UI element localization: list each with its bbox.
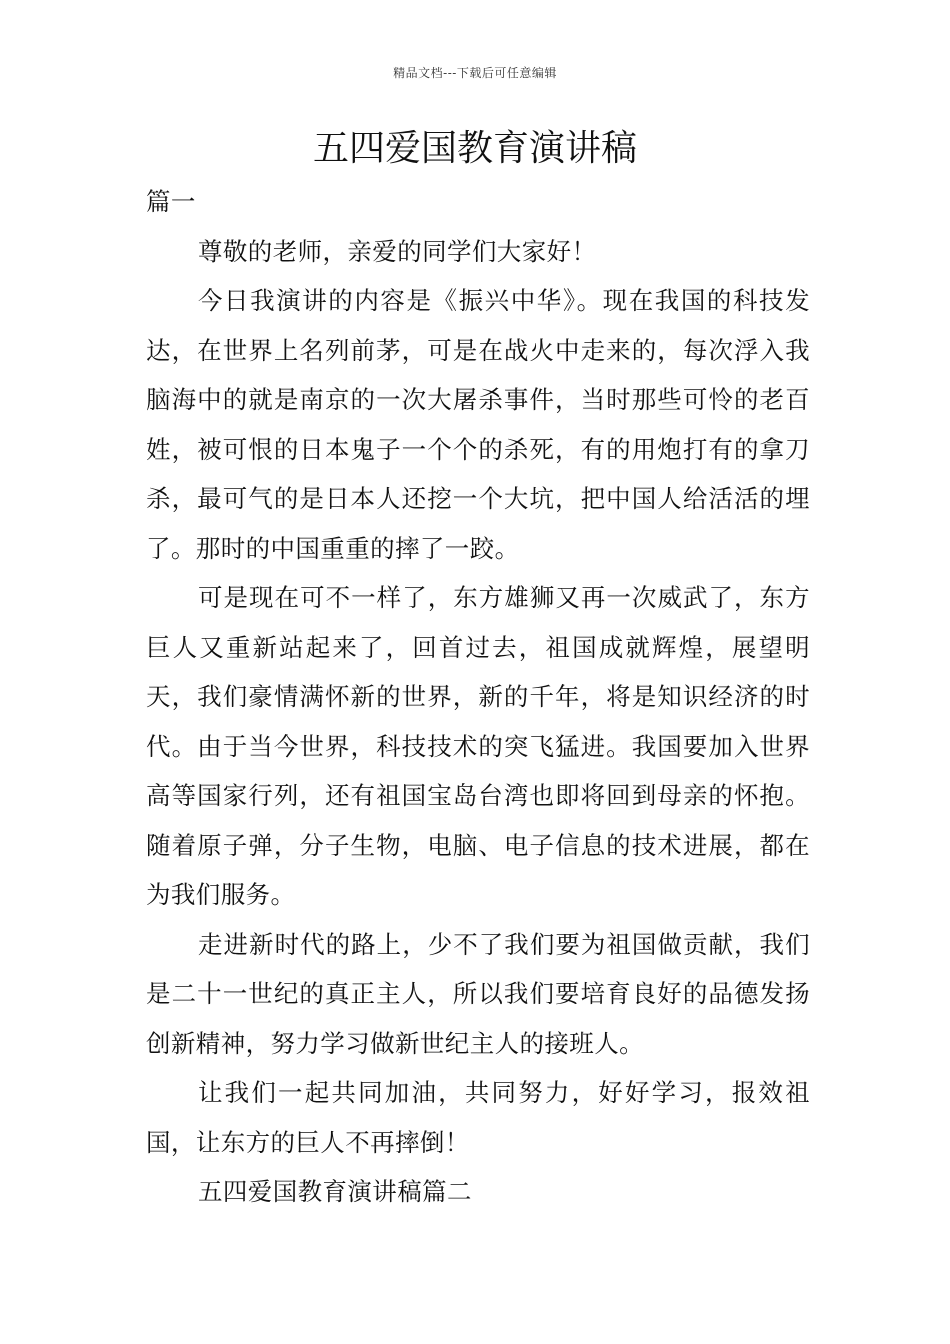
paragraph-1: 今日我演讲的内容是《振兴中华》。现在我国的科技发达，在世界上名列前茅，可是在战火中走来的，每次浮入我脑海中的就是南京的一次大屠杀事件，当时那些可怜的老百姓，被可恨的日本鬼子一个个的杀死，有的用炮打有的拿刀杀，最可气的是日本人还挖一个大坑，把中国人给活活的埋了。那时的中国重重的摔了一跤。 [146, 286, 810, 563]
paragraph-4: 让我们一起共同加油，共同努力，好好学习，报效祖国，让东方的巨人不再摔倒！ [146, 1078, 810, 1157]
section-label: 篇一 [146, 187, 196, 216]
next-section-heading: 五四爱国教育演讲稿篇二 [198, 1177, 472, 1206]
paragraph-3: 走进新时代的路上，少不了我们要为祖国做贡献，我们是二十一世纪的真正主人，所以我们要培育良好的品德发扬创新精神，努力学习做新世纪主人的接班人。 [146, 929, 810, 1058]
paragraph-greeting: 尊敬的老师，亲爱的同学们大家好！ [198, 236, 597, 266]
document-body [146, 177, 810, 1217]
header-note: 精品文档---下载后可任意编辑 [393, 66, 557, 80]
page-title: 五四爱国教育演讲稿 [312, 128, 637, 169]
paragraph-2: 可是现在可不一样了，东方雄狮又再一次威武了，东方巨人又重新站起来了，回首过去，祖国成就辉煌，展望明天，我们豪情满怀新的世界，新的千年，将是知识经济的时代。由于当今世界，科技技术的突飞猛进。我国要加入世界高等国家行列，还有祖国宝岛台湾也即将回到母亲的怀抱。随着原子弹，分子生物，电脑、电子信息的技术进展，都在为我们服务。 [146, 583, 810, 909]
